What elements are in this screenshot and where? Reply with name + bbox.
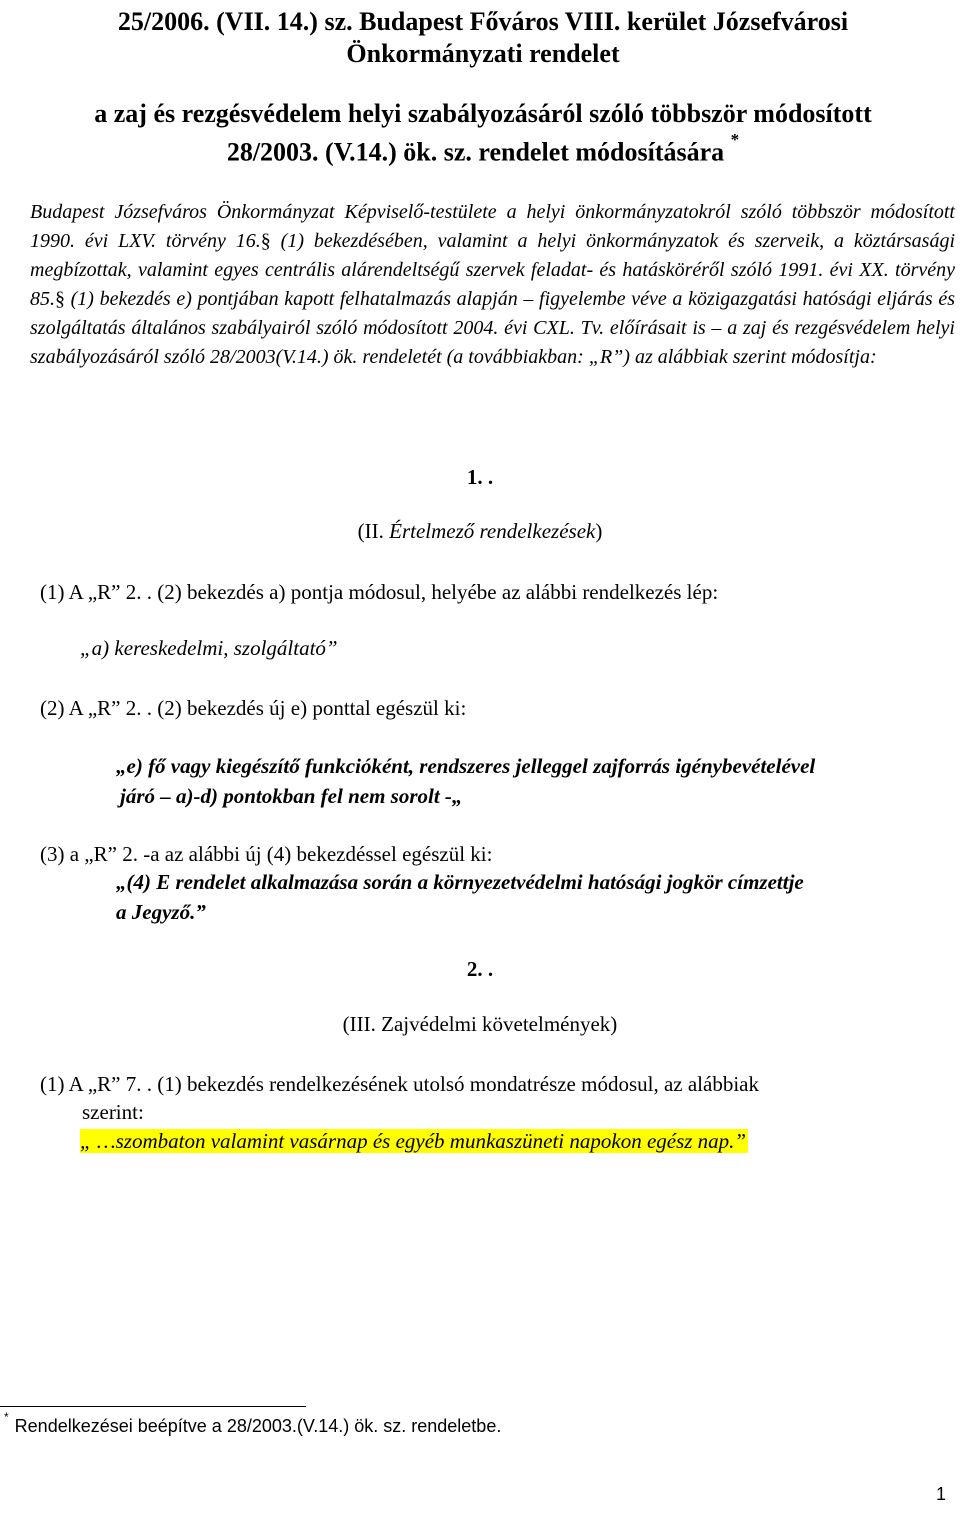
footnote-reference[interactable]: * xyxy=(730,130,740,149)
quoted-text: a Jegyző.” xyxy=(116,900,206,924)
quoted-text: „a) kereskedelmi, szolgáltató” xyxy=(80,636,338,660)
preamble-text: Budapest Józsefváros Önkormányzat Képviselő-testülete a helyi önkormányzatokról szóló többször módosított 1990. évi LXV. törvény 16. xyxy=(30,201,955,252)
section-number: 1. . xyxy=(466,465,494,489)
footnote-divider xyxy=(0,1406,306,1407)
footnote-text: Rendelkezései beépítve a 28/2003.(V.14.) ök. sz. rendeletbe. xyxy=(14,1416,502,1436)
paragraph-sign: § xyxy=(55,288,65,310)
amendment-item: (1) A „R” 2. . (2) bekezdés a) pontja módosul, helyébe az alábbi rendelkezés lép: xyxy=(40,580,719,604)
amendment-item-continuation: szerint: xyxy=(82,1100,144,1124)
amendment-item: (2) A „R” 2. . (2) bekezdés új e) ponttal egészül ki: xyxy=(40,696,467,720)
subtitle-line xyxy=(38,130,928,169)
subtitle-italic: Értelmező rendelkezések xyxy=(389,519,596,543)
section-number: 2. . xyxy=(466,957,494,981)
title-line: 25/2006. (VII. 14.) sz. Budapest Főváros VIII. kerület Józsefvárosi xyxy=(117,7,849,36)
subtitle-line-text: 28/2003. (V.14.) ök. sz. rendelet módosítására xyxy=(226,137,725,167)
section-subtitle-text: (III. Zajvédelmi követelmények) xyxy=(342,1012,618,1036)
quoted-text: járó – a)-d) pontokban fel nem sorolt -„ xyxy=(120,784,463,808)
amendment-item: (3) a „R” 2. -a az alábbi új (4) bekezdéssel egészül ki: xyxy=(40,842,493,866)
amendment-item: (1) A „R” 7. . (1) bekezdés rendelkezésének utolsó mondatrésze módosul, az alábbiak xyxy=(40,1072,759,1096)
footnote-marker: * xyxy=(4,1410,9,1424)
preamble-text: (1) bekezdés e) pontjában kapott felhatalmazás alapján – figyelembe véve a közigazgatási hatósági eljárás és szolgáltatás általános szabályairól szóló módosított 2004. évi CXL. Tv. előírásait is – a zaj és rezgésvédelem helyi szabályozásáról szóló 28/2003(V.14.) ök. rendeletét (a továbbiakban: „R”) az alábbiak szerint módosítja: xyxy=(30,288,955,368)
preamble xyxy=(30,198,955,372)
highlighted-quote-block xyxy=(80,1127,748,1155)
page-number: 1 xyxy=(935,1484,946,1504)
quoted-text: „e) fő vagy kiegészítő funkcióként, rendszeres jelleggel zajforrás igénybevételével xyxy=(116,754,816,778)
preamble-text: (1) bekezdésében, valamint a helyi önkormányzatok és szerveik, a köztársasági megbízottak, valamint egyes centrális alárendeltségű szervek feladat- és hatásköréről szóló 1991. évi XX. törvény 85. xyxy=(30,230,956,310)
document-title xyxy=(38,6,928,70)
subtitle-suffix: ) xyxy=(595,519,603,543)
document-subtitle xyxy=(38,98,928,169)
section-subtitle xyxy=(0,1012,960,1037)
title-line: Önkormányzati rendelet xyxy=(346,39,620,68)
section-subtitle xyxy=(0,519,960,544)
footnote xyxy=(4,1410,502,1437)
subtitle-line: a zaj és rezgésvédelem helyi szabályozásáról szóló többször módosított xyxy=(94,99,872,128)
subtitle-prefix: (II. xyxy=(357,519,390,543)
highlighted-quote: „ …szombaton valamint vasárnap és egyéb munkaszüneti napokon egész nap.” xyxy=(80,1129,747,1153)
quoted-text: „(4) E rendelet alkalmazása során a környezetvédelmi hatósági jogkör címzettje xyxy=(116,870,804,894)
paragraph-sign: § xyxy=(260,230,271,252)
